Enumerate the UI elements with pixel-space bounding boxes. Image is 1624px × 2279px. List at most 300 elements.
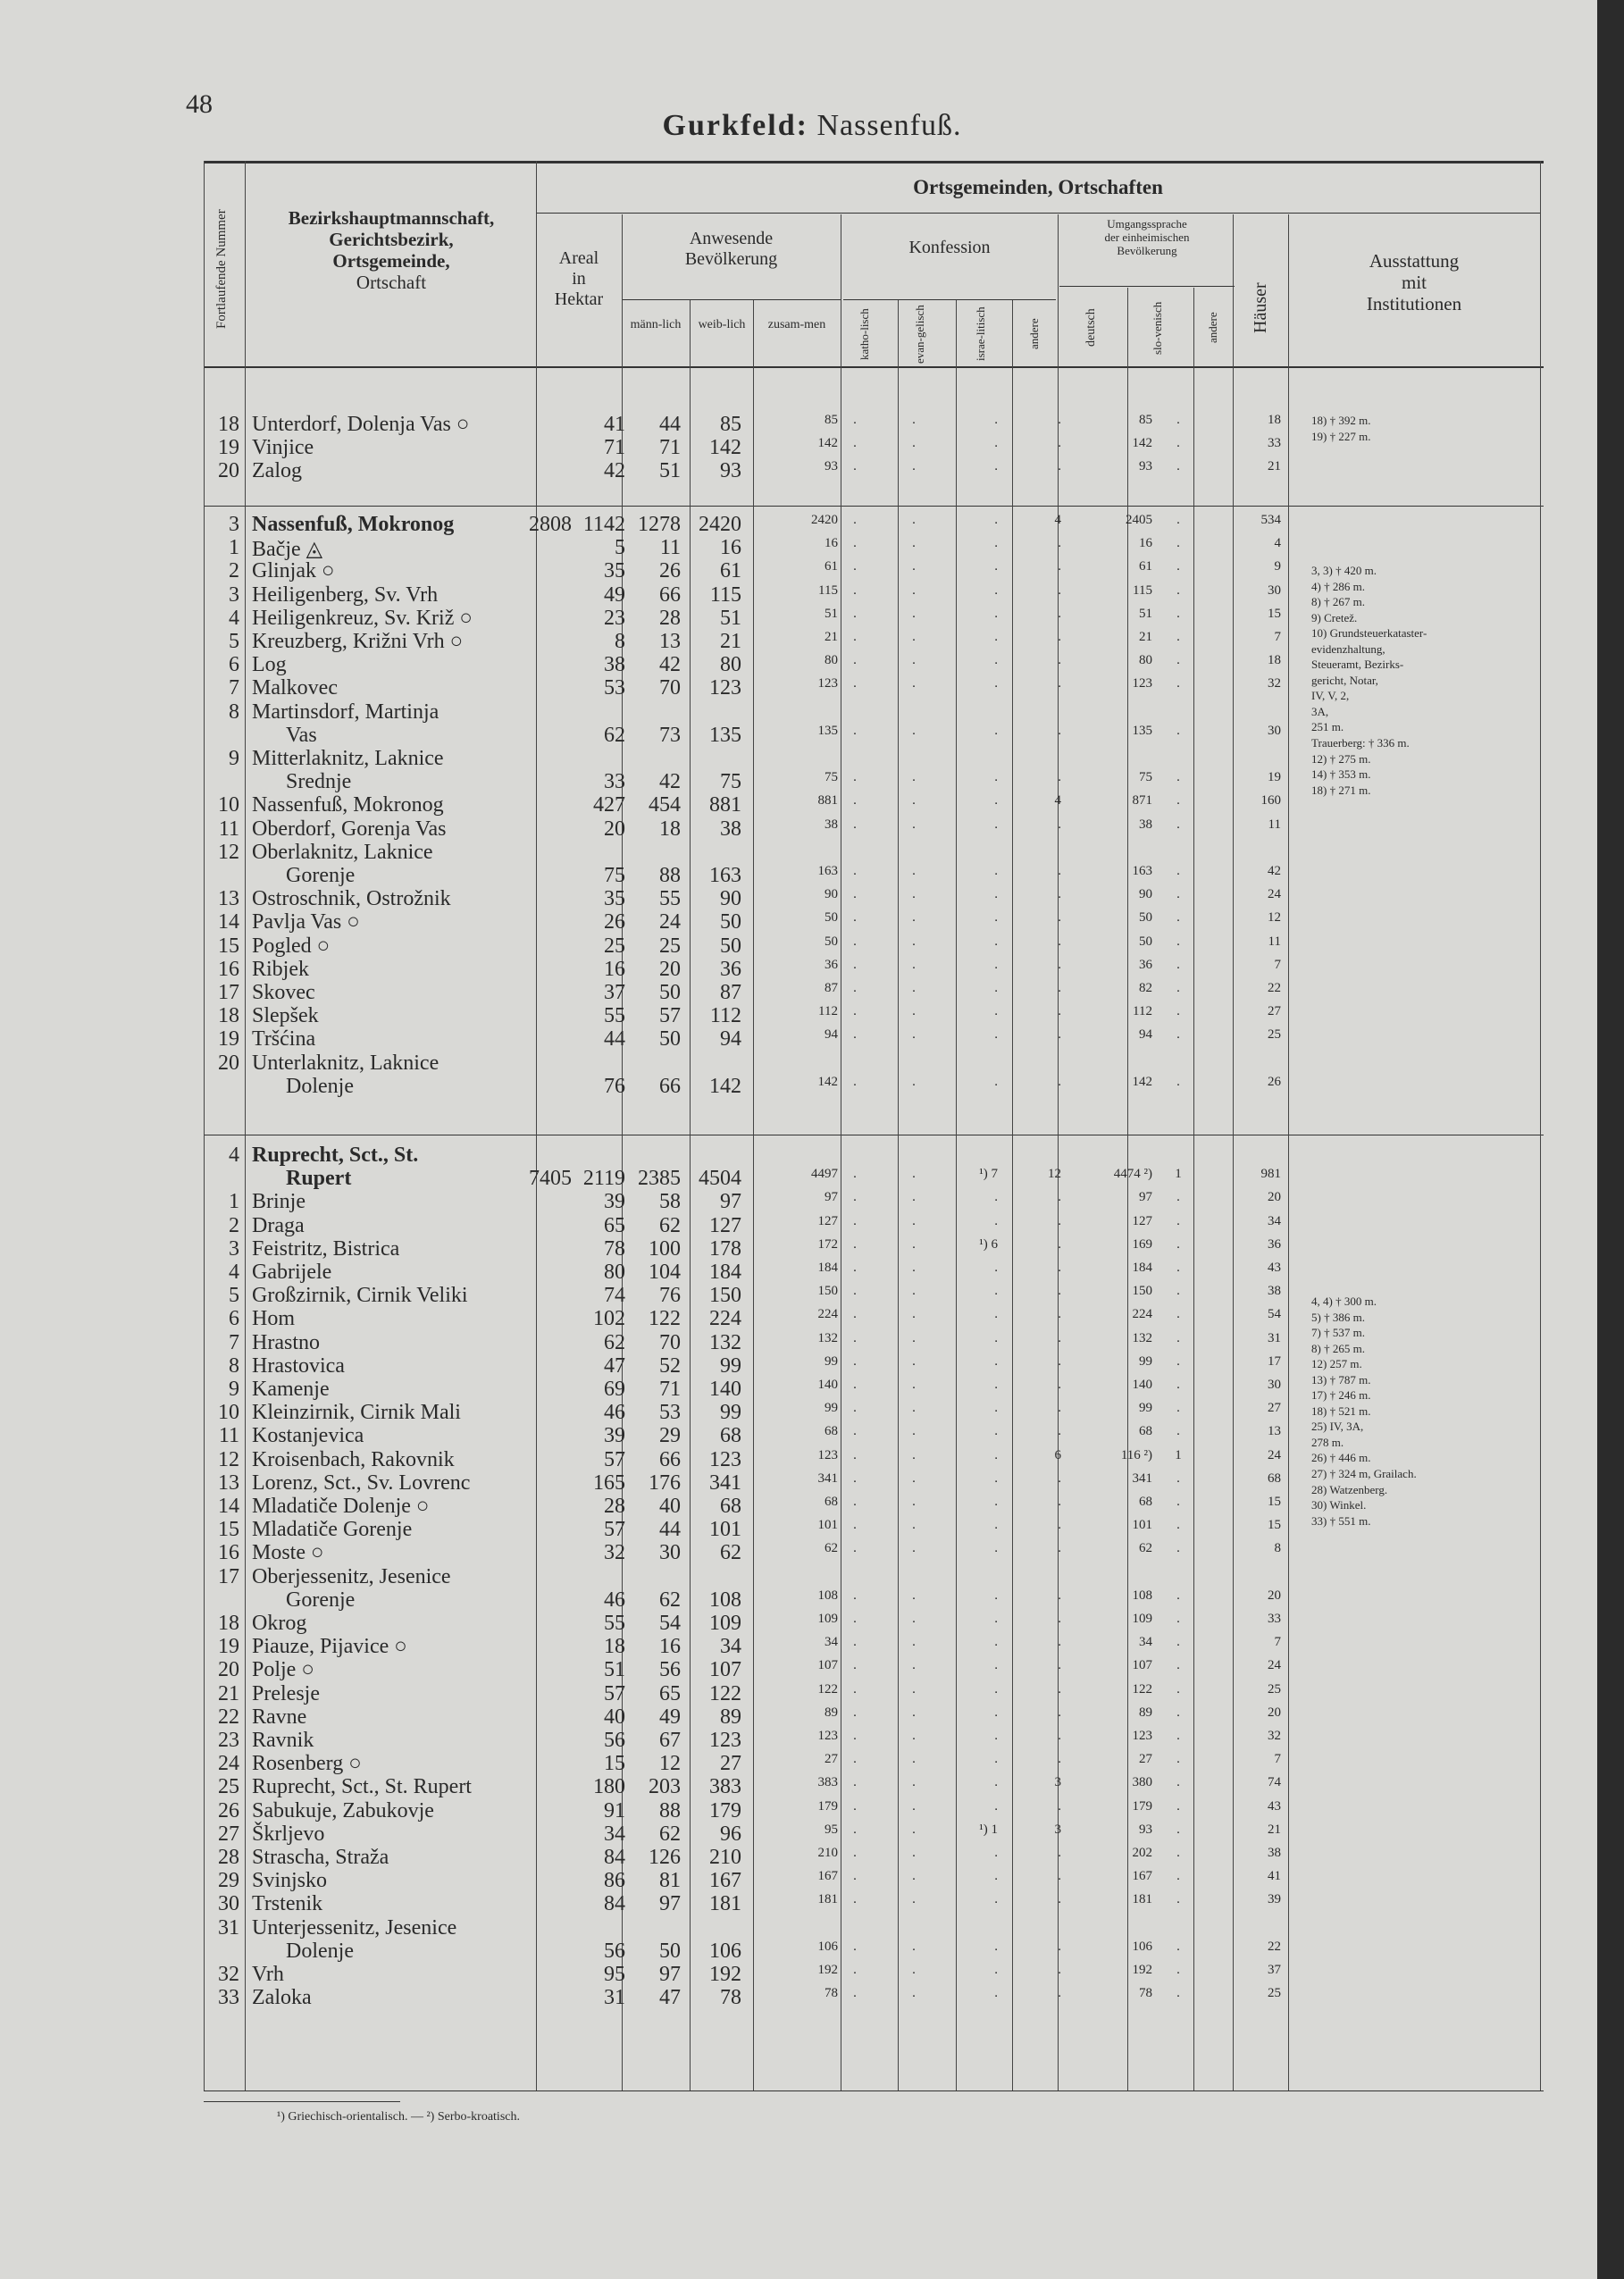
cell-e: . (853, 1074, 857, 1089)
cell-m: 74 (604, 1284, 625, 1308)
cell-s: 871 (1132, 793, 1152, 809)
hdr-name-l4: Ortschaft (356, 272, 427, 294)
cell-s: 2405 (1126, 513, 1152, 527)
hdr-pop-w: weib-lich (698, 318, 746, 331)
cell-no: 20 (218, 459, 239, 483)
cell-no: 23 (218, 1729, 239, 1752)
cell-e: . (853, 887, 857, 902)
cell-name: Mladatiče Gorenje (252, 1518, 413, 1542)
cell-m: 23 (604, 606, 625, 630)
cell-o: . (1176, 1986, 1180, 2001)
cell-name: Strascha, Straža (252, 1846, 389, 1869)
cell-t: 97 (720, 1190, 741, 1214)
hdr-pop-l2: Bevölkerung (684, 249, 778, 269)
cell-e: . (853, 1588, 857, 1603)
cell-m: 51 (604, 1658, 625, 1682)
cell-h: 15 (1268, 606, 1281, 621)
cell-w: 42 (659, 770, 681, 794)
cell-k: 109 (817, 1612, 838, 1626)
cell-e: . (853, 1986, 857, 2001)
cell-d: . (1058, 436, 1061, 451)
cell-d: . (1058, 723, 1061, 738)
cell-d: . (1058, 1213, 1061, 1228)
cell-i: . (912, 1869, 916, 1884)
cell-h: 26 (1268, 1074, 1281, 1089)
cell-m: 34 (604, 1822, 625, 1846)
cell-k: 85 (825, 413, 838, 427)
cell-e: . (853, 910, 857, 926)
cell-no: 25 (218, 1775, 239, 1799)
cell-e: . (853, 1752, 857, 1767)
cell-i: . (912, 1378, 916, 1392)
cell-h: 12 (1268, 910, 1281, 926)
vrule-p (1540, 161, 1541, 2090)
cell-name: Zalog (252, 459, 302, 483)
cell-no: 20 (218, 1051, 239, 1075)
cell-e: . (853, 1635, 857, 1650)
cell-o: . (1176, 1869, 1180, 1884)
cell-name: Oberdorf, Gorenja Vas (252, 817, 447, 841)
cell-s: 181 (1132, 1892, 1152, 1907)
cell-o: . (1176, 1004, 1180, 1019)
cell-o: . (1176, 1284, 1180, 1299)
cell-e: . (853, 817, 857, 832)
cell-no: 12 (218, 840, 239, 864)
cell-d: . (1058, 1752, 1061, 1767)
cell-m: 31 (604, 1986, 625, 2010)
cell-e: . (853, 1869, 857, 1884)
vrule-f (753, 300, 754, 2090)
cell-name: Pogled ○ (252, 934, 331, 958)
cell-w: 122 (649, 1307, 681, 1331)
cell-no: 31 (218, 1915, 239, 1940)
cell-d: . (1058, 1401, 1061, 1416)
cell-name: Trstenik (252, 1892, 323, 1916)
cell-k: 95 (825, 1822, 838, 1837)
note-line: 4, 4) † 300 m. (1311, 1295, 1377, 1308)
cell-o: . (1176, 1330, 1180, 1345)
hdr-lang-l3: Bevölkerung (1117, 243, 1177, 257)
cell-k: 132 (817, 1330, 838, 1345)
cell-a: . (994, 1612, 998, 1626)
cell-s: 93 (1139, 459, 1152, 474)
cell-name: Heiligenberg, Sv. Vrh (252, 582, 439, 607)
cell-w: 454 (649, 793, 681, 817)
cell-e: . (853, 1892, 857, 1907)
vrule-m (1193, 288, 1194, 2090)
cell-o: . (1176, 1892, 1180, 1907)
cell-m: 56 (604, 1939, 625, 1963)
cell-i: . (912, 817, 916, 832)
cell-w: 25 (659, 934, 681, 958)
note-line: 5) † 386 m. (1311, 1310, 1365, 1324)
cell-a: . (994, 1378, 998, 1392)
cell-e: . (853, 1681, 857, 1697)
cell-o: . (1176, 1541, 1180, 1556)
cell-h: 33 (1268, 436, 1281, 451)
cell-m: 80 (604, 1261, 625, 1284)
cell-name: Sabukuje, Zabukovje (252, 1798, 434, 1822)
cell-s: 202 (1132, 1846, 1152, 1860)
cell-name: Oberjessenitz, Jesenice (252, 1564, 451, 1588)
note-line: 3A, (1311, 704, 1329, 718)
cell-e: . (853, 413, 857, 427)
cell-t: 224 (709, 1307, 741, 1331)
cell-no: 9 (229, 1378, 239, 1401)
cell-d: . (1058, 1424, 1061, 1439)
cell-a: . (994, 723, 998, 738)
cell-a: . (994, 1190, 998, 1205)
note-line: Steueramt, Bezirks- (1311, 658, 1404, 672)
cell-name: Pavlja Vas ○ (252, 910, 360, 934)
cell-t: 85 (720, 413, 741, 436)
cell-o: . (1176, 1612, 1180, 1626)
cell-name: Oberlaknitz, Laknice (252, 840, 433, 864)
cell-h: 20 (1268, 1190, 1281, 1205)
cell-h: 24 (1268, 887, 1281, 902)
cell-i: . (912, 723, 916, 738)
cell-i: . (912, 1074, 916, 1089)
cell-a: . (994, 1424, 998, 1439)
cell-s: 142 (1132, 1074, 1152, 1089)
cell-i: . (912, 864, 916, 878)
cell-w: 176 (649, 1470, 681, 1495)
cell-i: . (912, 1447, 916, 1462)
cell-w: 71 (659, 436, 681, 460)
note-line: 8) † 267 m. (1311, 595, 1365, 609)
konf-rule (843, 299, 1056, 300)
cell-name: Hrastno (252, 1330, 320, 1354)
cell-d: . (1058, 1027, 1061, 1043)
cell-name: Kroisenbach, Rakovnik (252, 1447, 455, 1471)
cell-e: . (853, 1424, 857, 1439)
cell-k: 142 (817, 436, 838, 451)
cell-k: 38 (825, 817, 838, 832)
cell-o: . (1176, 1401, 1180, 1416)
cell-d: . (1058, 1635, 1061, 1650)
cell-a: . (994, 1261, 998, 1275)
cell-m: 49 (604, 582, 625, 607)
cell-w: 30 (659, 1541, 681, 1565)
cell-o: . (1176, 1495, 1180, 1509)
cell-s: 21 (1139, 630, 1152, 644)
cell-name: Svinjsko (252, 1869, 328, 1893)
cell-no: 3 (229, 513, 239, 536)
cell-k: 123 (817, 1729, 838, 1743)
cell-h: 534 (1260, 513, 1281, 527)
cell-a: . (994, 1518, 998, 1533)
cell-no: 19 (218, 436, 239, 460)
hdr-running-number: Fortlaufende Nummer (214, 209, 229, 329)
cell-i: . (912, 1213, 916, 1228)
cell-w: 1278 (638, 513, 681, 536)
cell-k: 106 (817, 1939, 838, 1954)
cell-name: Malkovec (252, 676, 338, 700)
cell-o: . (1176, 1470, 1180, 1486)
cell-h: 7 (1274, 1635, 1281, 1650)
cell-t: 34 (720, 1635, 741, 1659)
cell-t: 94 (720, 1027, 741, 1052)
cell-i: . (912, 1495, 916, 1509)
cell-a: . (994, 1495, 998, 1509)
cell-w: 100 (649, 1236, 681, 1261)
cell-i: . (912, 910, 916, 926)
cell-w: 18 (659, 817, 681, 841)
vrule-b (245, 161, 246, 2090)
cell-a: . (994, 1869, 998, 1884)
cell-e: . (853, 1729, 857, 1743)
cell-w: 88 (659, 864, 681, 887)
cell-e: . (853, 793, 857, 809)
cell-d: . (1058, 1658, 1061, 1673)
cell-i: . (912, 513, 916, 527)
cell-a: . (994, 981, 998, 995)
cell-m: 41 (604, 413, 625, 436)
cell-ar: 2808 (529, 513, 572, 536)
cell-o: . (1176, 1729, 1180, 1743)
cell-w: 28 (659, 606, 681, 630)
footnote-rule (204, 2101, 400, 2102)
cell-w: 62 (659, 1213, 681, 1237)
cell-o: . (1176, 723, 1180, 738)
cell-k: 94 (825, 1027, 838, 1043)
cell-h: 18 (1268, 413, 1281, 427)
cell-a: . (994, 793, 998, 809)
hdr-name-block (247, 207, 536, 294)
cell-t: 101 (709, 1518, 741, 1542)
cell-m: 32 (604, 1541, 625, 1565)
cell-k: 62 (825, 1541, 838, 1556)
cell-h: 30 (1268, 582, 1281, 598)
cell-s: 99 (1139, 1401, 1152, 1416)
cell-m: 55 (604, 1004, 625, 1028)
cell-h: 43 (1268, 1798, 1281, 1814)
cell-d: . (1058, 1190, 1061, 1205)
cell-w: 40 (659, 1495, 681, 1518)
cell-s: 380 (1132, 1775, 1152, 1790)
cell-t: 184 (709, 1261, 741, 1284)
hdr-houses: Häuser (1251, 282, 1270, 334)
note-line: 17) † 246 m. (1311, 1388, 1371, 1403)
cell-m: 20 (604, 817, 625, 841)
cell-s: 90 (1139, 887, 1152, 902)
cell-o: . (1176, 887, 1180, 902)
cell-no: 18 (218, 1004, 239, 1028)
cell-m: 57 (604, 1447, 625, 1471)
cell-a: . (994, 513, 998, 527)
cell-s: 163 (1132, 864, 1152, 878)
cell-t: 99 (720, 1353, 741, 1378)
cell-t: 75 (720, 770, 741, 794)
cell-i: . (912, 536, 916, 551)
cell-o: . (1176, 1775, 1180, 1790)
hdr-areal-l1: Areal (558, 248, 599, 268)
cell-o: . (1176, 1027, 1180, 1043)
cell-no: 16 (218, 1541, 239, 1565)
note-line: 26) † 446 m. (1311, 1451, 1371, 1465)
cell-i: . (912, 1822, 916, 1837)
cell-s: 50 (1139, 910, 1152, 926)
cell-t: 68 (720, 1424, 741, 1448)
cell-name: Vas (286, 723, 317, 747)
cell-m: 102 (593, 1307, 625, 1331)
cell-t: 140 (709, 1378, 741, 1401)
cell-o: . (1176, 1353, 1180, 1369)
cell-s: 115 (1133, 582, 1152, 598)
cell-i: . (912, 1424, 916, 1439)
cell-o: . (1176, 1658, 1180, 1673)
cell-m: 46 (604, 1588, 625, 1612)
note-line: 30) Winkel. (1311, 1498, 1367, 1512)
cell-w: 81 (659, 1869, 681, 1893)
cell-h: 160 (1260, 793, 1281, 809)
cell-i: . (912, 1027, 916, 1043)
cell-o: . (1176, 934, 1180, 949)
cell-w: 55 (659, 887, 681, 911)
cell-m: 18 (604, 1635, 625, 1659)
cell-d: . (1058, 459, 1061, 474)
cell-no: 22 (218, 1705, 239, 1729)
cell-k: 68 (825, 1424, 838, 1439)
cell-a: . (994, 1846, 998, 1860)
cell-w: 203 (649, 1775, 681, 1799)
cell-m: 5 (615, 536, 625, 560)
cell-k: 881 (817, 793, 838, 809)
cell-t: 123 (709, 1729, 741, 1752)
cell-s: 127 (1132, 1213, 1152, 1228)
cell-k: 192 (817, 1963, 838, 1977)
cell-k: 101 (817, 1518, 838, 1533)
cell-name: Kreuzberg, Križni Vrh ○ (252, 630, 464, 653)
cell-i: . (912, 1729, 916, 1743)
hdr-konf-e: evan-gelisch (913, 305, 926, 364)
cell-t: 51 (720, 606, 741, 630)
cell-w: 97 (659, 1963, 681, 1986)
hdr-pop-title (622, 229, 841, 270)
cell-d: . (1058, 864, 1061, 878)
footnote: ¹) Griechisch-orientalisch. — ²) Serbo-kroatisch. (277, 2110, 520, 2124)
cell-o: . (1176, 1236, 1180, 1252)
cell-i: . (912, 1892, 916, 1907)
cell-e: . (853, 1213, 857, 1228)
cell-a: . (994, 817, 998, 832)
cell-name: Ravne (252, 1705, 307, 1729)
cell-a: . (994, 676, 998, 691)
cell-h: 7 (1274, 1752, 1281, 1767)
cell-w: 58 (659, 1190, 681, 1214)
cell-s: 123 (1132, 1729, 1152, 1743)
cell-no: 9 (229, 747, 239, 770)
cell-t: 181 (709, 1892, 741, 1916)
cell-w: 70 (659, 676, 681, 700)
cell-i: . (912, 1846, 916, 1860)
cell-no: 16 (218, 957, 239, 981)
cell-i: . (912, 1541, 916, 1556)
cell-h: 38 (1268, 1284, 1281, 1299)
cell-h: 13 (1268, 1424, 1281, 1439)
cell-i: . (912, 1401, 916, 1416)
cell-w: 71 (659, 1378, 681, 1401)
cell-e: . (853, 1261, 857, 1275)
cell-i: . (912, 436, 916, 451)
cell-d: 4 (1054, 793, 1061, 809)
cell-k: 97 (825, 1190, 838, 1205)
cell-e: . (853, 1236, 857, 1252)
cell-a: . (994, 1775, 998, 1790)
cell-a: . (994, 1635, 998, 1650)
cell-name: Ostroschnik, Ostrožnik (252, 887, 451, 911)
cell-o: . (1176, 1705, 1180, 1720)
cell-t: 163 (709, 864, 741, 887)
cell-i: . (912, 559, 916, 574)
cell-k: 80 (825, 653, 838, 668)
cell-i: . (912, 1681, 916, 1697)
cell-a: . (994, 1939, 998, 1954)
note-line: 4) † 286 m. (1311, 579, 1365, 593)
cell-d: . (1058, 1284, 1061, 1299)
vrule-j (1012, 300, 1013, 2090)
cell-no: 13 (218, 887, 239, 911)
cell-h: 4 (1274, 536, 1281, 551)
cell-o: . (1176, 864, 1180, 878)
cell-d: . (1058, 770, 1061, 785)
cell-h: 37 (1268, 1963, 1281, 1977)
cell-h: 27 (1268, 1004, 1281, 1019)
cell-h: 18 (1268, 653, 1281, 668)
cell-a: . (994, 770, 998, 785)
cell-no: 13 (218, 1470, 239, 1495)
cell-no: 4 (229, 606, 239, 630)
cell-o: . (1176, 981, 1180, 995)
cell-e: . (853, 653, 857, 668)
cell-h: 22 (1268, 1939, 1281, 1954)
cell-name: Ribjek (252, 957, 309, 981)
hdr-lang-title (1059, 218, 1235, 258)
cell-k: 16 (825, 536, 838, 551)
cell-h: 39 (1268, 1892, 1281, 1907)
cell-s: 80 (1139, 653, 1152, 668)
cell-k: 172 (817, 1236, 838, 1252)
cell-o: . (1176, 630, 1180, 644)
cell-k: 50 (825, 910, 838, 926)
cell-m: 71 (604, 436, 625, 460)
cell-m: 26 (604, 910, 625, 934)
note-line: 28) Watzenberg. (1311, 1482, 1388, 1496)
cell-no: 1 (229, 1190, 239, 1214)
cell-a: . (994, 910, 998, 926)
cell-t: 108 (709, 1588, 741, 1612)
cell-t: 68 (720, 1495, 741, 1518)
cell-m: 75 (604, 864, 625, 887)
cell-i: . (912, 582, 916, 598)
note-line: 8) † 265 m. (1311, 1341, 1365, 1355)
cell-e: . (853, 1470, 857, 1486)
cell-h: 27 (1268, 1401, 1281, 1416)
cell-s: 341 (1132, 1470, 1152, 1486)
note-line: 19) † 227 m. (1311, 429, 1371, 443)
cell-i: . (912, 1470, 916, 1486)
cell-no: 6 (229, 653, 239, 677)
cell-t: 109 (709, 1612, 741, 1635)
hdr-pop-m: männ-lich (630, 318, 682, 331)
cell-o: . (1176, 606, 1180, 621)
cell-t: 4504 (699, 1167, 741, 1191)
cell-m: 39 (604, 1190, 625, 1214)
cell-name: Škrljevo (252, 1822, 325, 1846)
cell-m: 47 (604, 1353, 625, 1378)
cell-m: 427 (593, 793, 625, 817)
cell-no: 2 (229, 1213, 239, 1237)
